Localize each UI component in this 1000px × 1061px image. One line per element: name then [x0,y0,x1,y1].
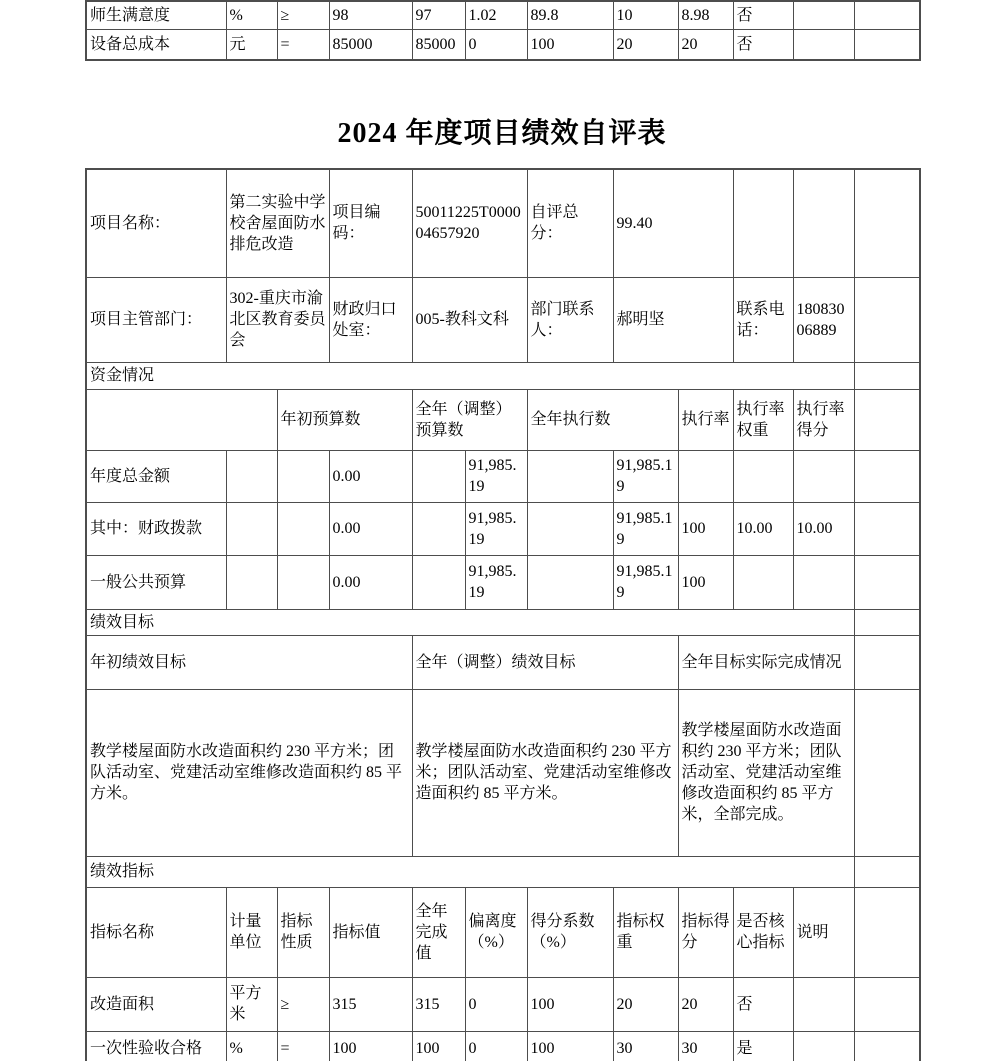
empty-cell [854,887,920,977]
indicator-coefficient: 100 [527,29,613,60]
funding-initial-value: 0.00 [329,450,412,502]
self-score-value: 99.40 [613,169,733,277]
indicator-completed: 100 [412,1031,465,1061]
indicator-note [793,1031,854,1061]
table-row [86,1,920,29]
empty-cell [412,450,465,502]
indicator-unit: % [226,1,277,29]
targets-section-title: 绩效目标 [86,609,854,635]
funding-executed-value: 91,985.19 [613,502,678,555]
funding-rate-value [678,450,733,502]
empty-cell [854,1031,920,1061]
indicator-unit: 平方米 [226,977,277,1031]
self-evaluation-table [85,168,921,1061]
empty-cell [854,169,920,277]
self-score-label: 自评总分： [527,169,613,277]
empty-cell [226,555,277,609]
indicator-deviation: 0 [465,977,527,1031]
empty-cell [854,29,920,60]
empty-cell [527,450,613,502]
funding-row-label: 其中：财政拨款 [86,502,226,555]
project-name-row [86,169,920,277]
project-name-value: 第二实验中学校舍屋面防水排危改造 [226,169,329,277]
indicator-core-flag: 是 [733,1031,793,1061]
empty-cell [86,389,277,450]
empty-cell [854,362,920,389]
targets-section-row [86,609,920,635]
indicator-score: 20 [678,29,733,60]
document-sheet [85,0,919,1061]
indicator-score: 20 [678,977,733,1031]
funding-header-rate-weight: 执行率权重 [733,389,793,450]
targets-initial-text: 教学楼屋面防水改造面积约 230 平方米；团队活动室、党建活动室维修改造面积约 85 平方米。 [86,689,412,856]
indicator-completed: 97 [412,1,465,29]
indicator-weight: 30 [613,1031,678,1061]
contact-value: 郝明坚 [613,277,733,362]
header-completed-value: 全年完成值 [412,887,465,977]
funding-header-rate-score: 执行率得分 [793,389,854,450]
funding-row [86,502,920,555]
empty-cell [733,169,793,277]
funding-header-initial: 年初预算数 [277,389,412,450]
funding-initial-value: 0.00 [329,555,412,609]
targets-header-row [86,635,920,689]
indicator-core-flag: 否 [733,977,793,1031]
empty-cell [277,450,329,502]
indicator-score: 30 [678,1031,733,1061]
funding-header-adjusted: 全年（调整）预算数 [412,389,527,450]
indicator-deviation: 1.02 [465,1,527,29]
indicator-target: 85000 [329,29,412,60]
indicator-unit: 元 [226,29,277,60]
empty-cell [412,502,465,555]
table-row [86,29,920,60]
funding-row-label: 年度总金额 [86,450,226,502]
empty-cell [854,389,920,450]
table-row [86,977,920,1031]
indicator-note [793,29,854,60]
phone-label: 联系电话： [733,277,793,362]
empty-cell [854,856,920,887]
header-unit: 计量单位 [226,887,277,977]
indicator-target: 98 [329,1,412,29]
indicator-core-flag: 否 [733,1,793,29]
empty-cell [277,502,329,555]
indicator-score: 8.98 [678,1,733,29]
empty-cell [527,502,613,555]
indicator-name: 师生满意度 [86,1,226,29]
project-code-value: 50011225T000004657920 [412,169,527,277]
indicators-section-row [86,856,920,887]
funding-row-label: 一般公共预算 [86,555,226,609]
empty-cell [793,169,854,277]
indicator-target: 100 [329,1031,412,1061]
empty-cell [854,609,920,635]
header-score: 指标得分 [678,887,733,977]
funding-adjusted-value: 91,985.19 [465,555,527,609]
funding-rate-value: 100 [678,555,733,609]
indicator-completed: 85000 [412,29,465,60]
finance-office-value: 005-教科文科 [412,277,527,362]
department-row [86,277,920,362]
empty-cell [854,977,920,1031]
project-code-label: 项目编码： [329,169,412,277]
indicator-name: 设备总成本 [86,29,226,60]
funding-section-title: 资金情况 [86,362,854,389]
funding-initial-value: 0.00 [329,502,412,555]
funding-executed-value: 91,985.19 [613,450,678,502]
empty-cell [854,689,920,856]
empty-cell [854,555,920,609]
header-nature: 指标性质 [277,887,329,977]
funding-adjusted-value: 91,985.19 [465,450,527,502]
indicator-note [793,1,854,29]
header-note: 说明 [793,887,854,977]
funding-header-row [86,389,920,450]
department-label: 项目主管部门： [86,277,226,362]
indicator-weight: 20 [613,977,678,1031]
carryover-indicator-table [85,0,921,61]
phone-value: 18083006889 [793,277,854,362]
funding-rate-score-value: 10.00 [793,502,854,555]
department-value: 302-重庆市渝北区教育委员会 [226,277,329,362]
targets-header-initial: 年初绩效目标 [86,635,412,689]
indicators-header-row [86,887,920,977]
targets-header-adjusted: 全年（调整）绩效目标 [412,635,678,689]
funding-rate-weight-value [733,555,793,609]
funding-rate-value: 100 [678,502,733,555]
page-title: 2024 年度项目绩效自评表 [337,118,667,149]
empty-cell [854,1,920,29]
indicator-coefficient: 100 [527,1031,613,1061]
indicator-completed: 315 [412,977,465,1031]
empty-cell [854,635,920,689]
header-weight: 指标权重 [613,887,678,977]
indicator-deviation: 0 [465,29,527,60]
empty-cell [277,555,329,609]
indicator-nature: ≥ [277,1,329,29]
funding-row [86,450,920,502]
funding-rate-weight-value [733,450,793,502]
funding-adjusted-value: 91,985.19 [465,502,527,555]
indicator-coefficient: 89.8 [527,1,613,29]
empty-cell [412,555,465,609]
indicator-nature: = [277,1031,329,1061]
indicator-core-flag: 否 [733,29,793,60]
targets-adjusted-text: 教学楼屋面防水改造面积约 230 平方米；团队活动室、党建活动室维修改造面积约 85 平方米。 [412,689,678,856]
indicator-note [793,977,854,1031]
header-indicator-name: 指标名称 [86,887,226,977]
indicator-nature: ≥ [277,977,329,1031]
funding-rate-weight-value: 10.00 [733,502,793,555]
empty-cell [854,277,920,362]
indicator-name: 改造面积 [86,977,226,1031]
indicator-unit: % [226,1031,277,1061]
indicator-weight: 20 [613,29,678,60]
funding-section-row [86,362,920,389]
finance-office-label: 财政归口处室： [329,277,412,362]
empty-cell [226,450,277,502]
header-coefficient: 得分系数（%） [527,887,613,977]
empty-cell [527,555,613,609]
header-core-flag: 是否核心指标 [733,887,793,977]
funding-header-executed: 全年执行数 [527,389,678,450]
empty-cell [226,502,277,555]
header-deviation: 偏离度（%） [465,887,527,977]
targets-content-row [86,689,920,856]
indicator-target: 315 [329,977,412,1031]
targets-actual-text: 教学楼屋面防水改造面积约 230 平方米；团队活动室、党建活动室维修改造面积约 85 平方米，全部完成。 [678,689,854,856]
header-target-value: 指标值 [329,887,412,977]
empty-cell [854,502,920,555]
empty-cell [854,450,920,502]
indicator-name: 一次性验收合格 [86,1031,226,1061]
funding-executed-value: 91,985.19 [613,555,678,609]
project-name-label: 项目名称： [86,169,226,277]
indicator-weight: 10 [613,1,678,29]
indicator-nature: = [277,29,329,60]
funding-row [86,555,920,609]
funding-rate-score-value [793,555,854,609]
indicators-section-title: 绩效指标 [86,856,854,887]
targets-header-actual: 全年目标实际完成情况 [678,635,854,689]
contact-label: 部门联系人： [527,277,613,362]
table-row [86,1031,920,1061]
funding-rate-score-value [793,450,854,502]
indicator-deviation: 0 [465,1031,527,1061]
indicator-coefficient: 100 [527,977,613,1031]
funding-header-rate: 执行率 [678,389,733,450]
